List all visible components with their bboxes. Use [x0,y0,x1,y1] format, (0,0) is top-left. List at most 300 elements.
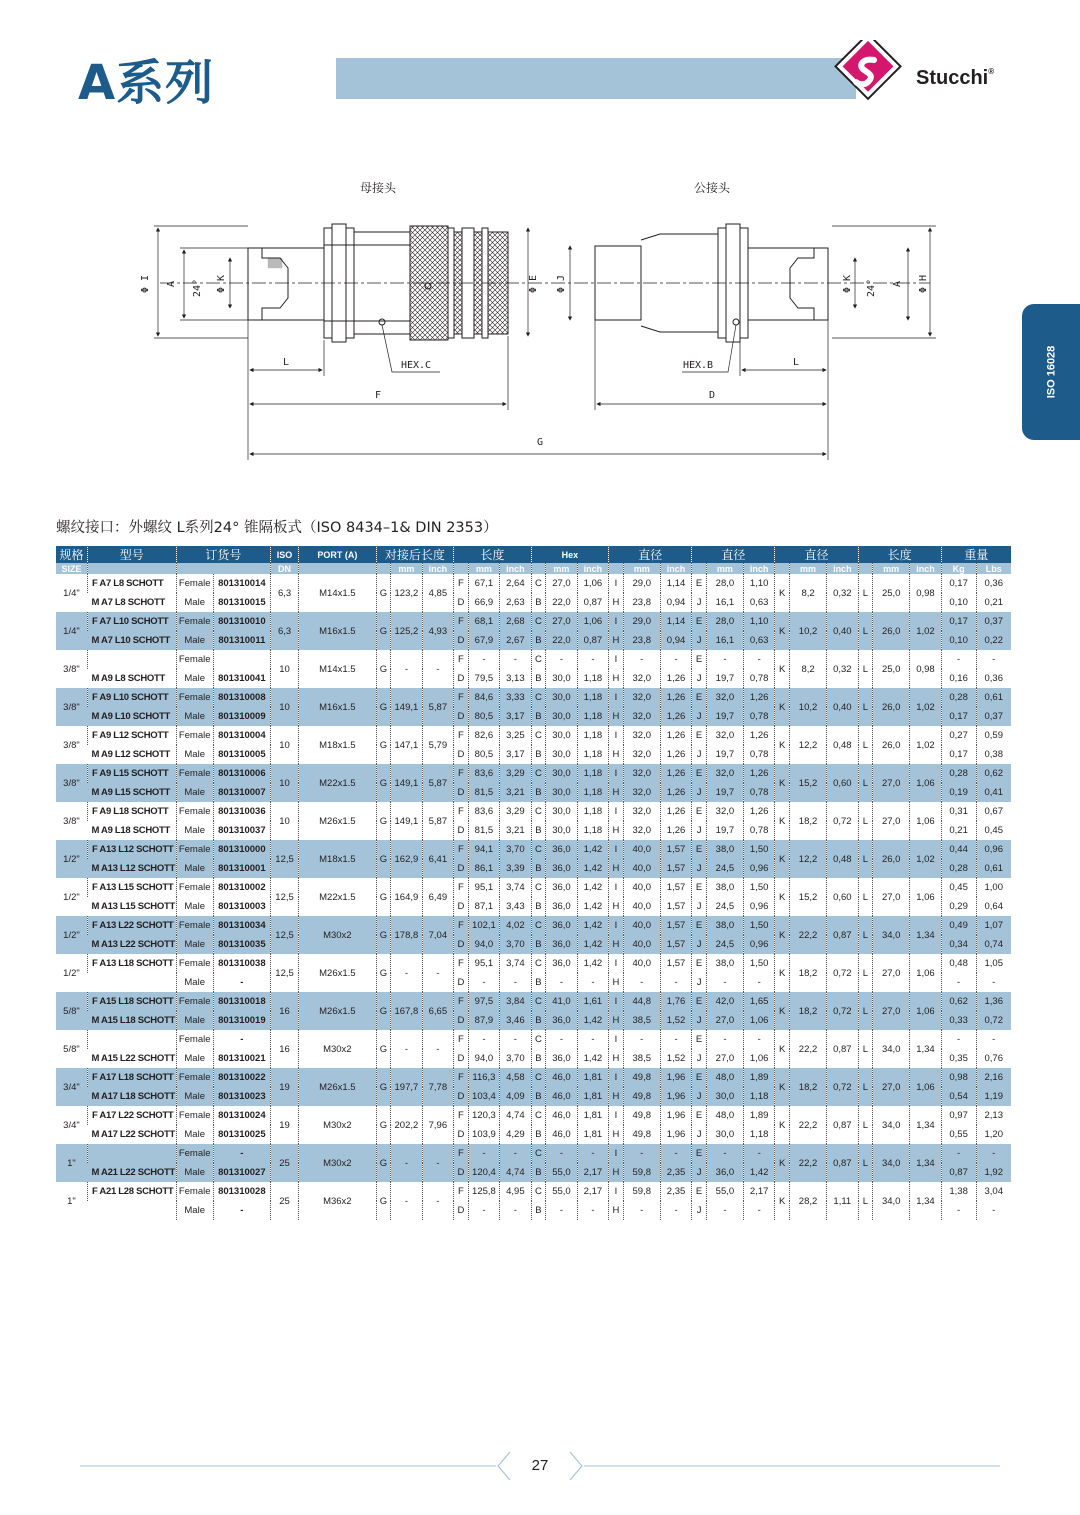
cell-d-inch: 4,09 [500,1087,531,1106]
cell-female-model: F A13 L15 SCHOTT [87,878,176,897]
cell-l-mm: 26,0 [873,840,910,878]
cell-i-inch: 1,76 [660,992,691,1011]
cell-j-mm: 30,0 [706,1125,743,1144]
cell-e-mm: 38,0 [706,916,743,935]
cell-k-mm: 22,2 [790,916,827,954]
cell-j-inch: 0,78 [743,783,774,802]
cell-l-inch: 1,02 [910,840,941,878]
cell-female-code: 801310008 [213,688,270,707]
cell-j-mm: 19,7 [706,821,743,840]
cell-i-mm: 44,8 [623,992,660,1011]
cell-female-model: F A21 L28 SCHOTT [87,1182,176,1201]
cell-letter: B [531,631,546,650]
cell-h-inch: 1,52 [660,1049,691,1068]
cell-d-inch: 3,70 [500,935,531,954]
cell-gender: Female [176,992,213,1011]
th2-f-inch: inch [500,563,531,574]
cell-letter: E [692,878,707,897]
cell-male-kg: 0,16 [941,669,976,688]
cell-letter: D [454,1049,469,1068]
cell-k-inch: 0,48 [827,726,858,764]
cell-dn: 6,3 [271,574,299,612]
cell-letter: G [376,1144,391,1182]
cell-letter: K [775,992,790,1030]
cell-female-lbs: - [976,650,1011,669]
cell-letter: I [609,916,624,935]
cell-d-mm: - [468,973,499,992]
cell-i-mm: - [623,650,660,669]
cell-h-inch: - [660,973,691,992]
cell-c-mm: 30,0 [546,688,577,707]
cell-letter: F [454,802,469,821]
cell-e-inch: 1,26 [743,802,774,821]
cell-size: 1/2" [63,891,80,903]
cell-dn: 12,5 [271,954,299,992]
cell-letter: B [531,897,546,916]
cell-h-inch: 1,57 [660,935,691,954]
cell-c-inch: 2,17 [577,1182,608,1201]
cell-h-mm: 40,0 [623,859,660,878]
cell-letter: F [454,840,469,859]
th-diameter-3: 直径 [775,546,858,563]
cell-f-mm: 67,1 [468,574,499,593]
cell-h-mm: 32,0 [623,745,660,764]
table-row [56,840,1011,859]
cell-c-inch: - [577,1030,608,1049]
cell-e-inch: 1,50 [743,878,774,897]
cell-port: M26x1.5 [299,802,377,840]
cell-female-kg: 0,98 [941,1068,976,1087]
cell-b-inch: 1,18 [577,707,608,726]
cell-letter: K [775,1106,790,1144]
cell-female-lbs: 0,36 [976,574,1011,593]
cell-b-mm: - [546,973,577,992]
cell-g-inch: 5,87 [422,688,453,726]
table-row [56,878,1011,897]
cell-letter: F [454,1182,469,1201]
cell-i-inch: - [660,650,691,669]
cell-f-mm: 83,6 [468,764,499,783]
cell-j-inch: 1,42 [743,1163,774,1182]
cell-k-inch: 0,60 [827,878,858,916]
cell-g-inch: - [422,1144,453,1182]
cell-letter: L [858,878,873,916]
cell-l-mm: 26,0 [873,726,910,764]
table-row [56,574,1011,593]
cell-gender: Female [176,840,213,859]
cell-letter: E [692,1182,707,1201]
cell-male-code: 801310025 [213,1125,270,1144]
cell-male-code: - [213,1201,270,1220]
cell-letter: B [531,1125,546,1144]
cell-k-inch: 0,87 [827,1106,858,1144]
cell-letter: F [454,954,469,973]
cell-female-kg: 0,31 [941,802,976,821]
cell-d-mm: 103,4 [468,1087,499,1106]
table-row [56,764,1011,783]
cell-female-lbs: 1,07 [976,916,1011,935]
cell-e-inch: 1,50 [743,840,774,859]
th2-c-mm: mm [546,563,577,574]
cell-letter: I [609,1182,624,1201]
cell-b-mm: 46,0 [546,1087,577,1106]
cell-e-inch: 1,65 [743,992,774,1011]
cell-male-lbs: 0,21 [976,593,1011,612]
cell-d-inch: 2,67 [500,631,531,650]
cell-letter: G [376,802,391,840]
cell-port: M16x1.5 [299,688,377,726]
dim-l-right: L [792,357,800,368]
cell-letter: D [454,1125,469,1144]
cell-letter: C [531,916,546,935]
cell-male-kg: 0,34 [941,935,976,954]
cell-b-inch: 1,18 [577,745,608,764]
cell-f-mm: 95,1 [468,878,499,897]
cell-male-kg: - [941,973,976,992]
cell-gender: Male [176,1087,213,1106]
cell-letter: E [692,1030,707,1049]
cell-i-inch: 1,26 [660,688,691,707]
cell-dn: 12,5 [271,916,299,954]
cell-b-inch: 1,18 [577,669,608,688]
cell-h-inch: 1,96 [660,1087,691,1106]
cell-letter: I [609,688,624,707]
cell-male-model: M A15 L18 SCHOTT [87,1011,176,1030]
cell-g-mm: - [391,1182,422,1220]
cell-g-inch: 4,93 [422,612,453,650]
cell-f-inch: - [500,1030,531,1049]
cell-male-lbs: 0,38 [976,745,1011,764]
cell-l-inch: 1,02 [910,612,941,650]
cell-d-inch: 3,70 [500,1049,531,1068]
table-row [56,688,1011,707]
cell-letter: B [531,1087,546,1106]
cell-b-mm: 30,0 [546,707,577,726]
cell-dn: 6,3 [271,612,299,650]
cell-letter: E [692,1144,707,1163]
cell-i-mm: 40,0 [623,954,660,973]
cell-dn: 10 [271,650,299,688]
cell-j-inch: 1,18 [743,1125,774,1144]
th2-k-inch: inch [827,563,858,574]
cell-female-lbs: - [976,1144,1011,1163]
cell-letter: D [454,1201,469,1220]
cell-k-inch: 0,72 [827,802,858,840]
cell-d-mm: 86,1 [468,859,499,878]
cell-letter: H [609,1011,624,1030]
cell-male-lbs: 1,92 [976,1163,1011,1182]
cell-female-code: 801310022 [213,1068,270,1087]
cell-d-mm: 81,5 [468,783,499,802]
cell-size: 1/2" [63,967,80,979]
cell-l-mm: 27,0 [873,992,910,1030]
cell-b-mm: 55,0 [546,1163,577,1182]
cell-port: M26x1.5 [299,992,377,1030]
cell-letter: G [376,574,391,612]
cell-letter: J [692,859,707,878]
cell-letter: E [692,840,707,859]
dim-deg-left: 24° [192,278,203,298]
cell-male-kg: 0,17 [941,707,976,726]
cell-c-mm: 46,0 [546,1068,577,1087]
page-number: 27 [531,1457,549,1474]
cell-dn: 10 [271,802,299,840]
cell-l-inch: 0,98 [910,650,941,688]
cell-female-kg: 0,62 [941,992,976,1011]
cell-letter: H [609,859,624,878]
cell-male-code: 801310003 [213,897,270,916]
cell-b-inch: 1,81 [577,1125,608,1144]
cell-female-model: F A13 L22 SCHOTT [87,916,176,935]
dim-k-left: Φ K [216,274,227,294]
cell-l-mm: 34,0 [873,1144,910,1182]
cell-k-mm: 15,2 [790,878,827,916]
table-row [56,954,1011,973]
dim-hex-c: HEX.C [400,360,432,371]
table-row [56,1068,1011,1087]
cell-letter: D [454,745,469,764]
cell-g-mm: 162,9 [391,840,422,878]
cell-dn: 25 [271,1144,299,1182]
cell-letter: F [454,916,469,935]
page-title: A系列 [78,55,215,111]
cell-d-inch: 2,63 [500,593,531,612]
cell-letter: E [692,1068,707,1087]
cell-h-mm: 38,5 [623,1049,660,1068]
cell-h-mm: 49,8 [623,1087,660,1106]
cell-letter: L [858,1182,873,1220]
cell-b-mm: 22,0 [546,593,577,612]
cell-g-mm: 149,1 [391,764,422,802]
cell-e-mm: 32,0 [706,688,743,707]
cell-e-mm: - [706,1030,743,1049]
cell-male-lbs: 0,37 [976,707,1011,726]
cell-male-model: M A7 L8 SCHOTT [91,597,166,608]
cell-l-inch: 0,98 [910,574,941,612]
cell-female-lbs: 0,96 [976,840,1011,859]
cell-d-mm: 103,9 [468,1125,499,1144]
cell-port: M30x2 [299,1030,377,1068]
cell-letter: L [858,992,873,1030]
cell-letter: G [376,878,391,916]
cell-letter: B [531,1201,546,1220]
cell-h-inch: - [660,1201,691,1220]
cell-e-inch: 1,89 [743,1106,774,1125]
cell-f-mm: - [468,1030,499,1049]
cell-gender: Female [176,1182,213,1201]
cell-female-kg: 0,48 [941,954,976,973]
cell-male-model [87,1201,176,1220]
cell-l-inch: 1,34 [910,1144,941,1182]
cell-j-inch: 0,78 [743,707,774,726]
cell-g-inch: 6,65 [422,992,453,1030]
cell-j-mm: 16,1 [706,593,743,612]
cell-i-mm: - [623,1030,660,1049]
cell-e-inch: 1,89 [743,1068,774,1087]
cell-e-mm: 28,0 [706,612,743,631]
cell-c-mm: 30,0 [546,802,577,821]
cell-letter: G [376,688,391,726]
cell-letter: F [454,650,469,669]
cell-letter: J [692,631,707,650]
cell-male-model: M A9 L10 SCHOTT [87,707,176,726]
cell-e-inch: 1,50 [743,916,774,935]
cell-letter: C [531,688,546,707]
cell-l-mm: 26,0 [873,688,910,726]
cell-letter: B [531,707,546,726]
cell-size: 1/2" [56,840,87,878]
cell-f-inch: 4,58 [500,1068,531,1087]
cell-male-kg: 0,10 [941,631,976,650]
cell-gender: Female [176,574,213,593]
cell-female-model: F A7 L8 SCHOTT [87,574,176,593]
cell-letter: D [454,1087,469,1106]
cell-female-model: F A17 L18 SCHOTT [87,1068,176,1087]
cell-letter: H [609,745,624,764]
cell-f-mm: 83,6 [468,802,499,821]
cell-b-mm: 36,0 [546,1049,577,1068]
cell-port: M22x1.5 [299,878,377,916]
cell-j-mm: - [706,1201,743,1220]
cell-b-inch: 1,42 [577,859,608,878]
cell-d-inch: 4,29 [500,1125,531,1144]
cell-female-code: 801310018 [213,992,270,1011]
cell-gender: Female [176,916,213,935]
table-row [56,612,1011,631]
dim-j: Φ J [556,274,567,294]
cell-g-mm: - [391,1144,422,1182]
cell-h-mm: 23,8 [623,631,660,650]
cell-letter: I [609,992,624,1011]
cell-i-mm: 40,0 [623,916,660,935]
cell-i-mm: 32,0 [623,802,660,821]
cell-letter: F [454,878,469,897]
cell-b-mm: 30,0 [546,783,577,802]
cell-d-mm: 87,9 [468,1011,499,1030]
cell-e-inch: 1,26 [743,764,774,783]
cell-d-mm: 87,1 [468,897,499,916]
cell-h-mm: 32,0 [623,707,660,726]
cell-letter: L [858,954,873,992]
cell-j-inch: 0,96 [743,897,774,916]
cell-i-mm: 32,0 [623,764,660,783]
cell-j-inch: - [743,973,774,992]
cell-male-model: M A17 L18 SCHOTT [87,1087,176,1106]
cell-l-inch: 1,34 [910,1030,941,1068]
cell-i-mm: 40,0 [623,878,660,897]
cell-female-lbs: 0,61 [976,688,1011,707]
dim-l-left: L [282,357,290,368]
cell-letter: G [376,1030,391,1068]
cell-k-mm: 10,2 [790,612,827,650]
cell-male-lbs: 0,64 [976,897,1011,916]
cell-female-lbs: 1,36 [976,992,1011,1011]
cell-letter: H [609,669,624,688]
cell-g-inch: 4,85 [422,574,453,612]
cell-h-mm: 59,8 [623,1163,660,1182]
th-length: 长度 [454,546,532,563]
cell-gender: Female [176,764,213,783]
cell-female-kg: 0,17 [941,612,976,631]
cell-female-code: 801310036 [213,802,270,821]
cell-male-kg: 0,28 [941,859,976,878]
cell-k-mm: 22,2 [790,1106,827,1144]
cell-h-inch: 0,94 [660,631,691,650]
cell-letter: I [609,1068,624,1087]
cell-male-model: M A13 L12 SCHOTT [87,859,176,878]
th-diameter-2: 直径 [692,546,775,563]
cell-f-inch: 3,33 [500,688,531,707]
cell-size: 1/4" [63,587,80,599]
cell-c-mm: - [546,1144,577,1163]
cell-letter: C [531,878,546,897]
cell-male-lbs: 0,45 [976,821,1011,840]
cell-letter: I [609,726,624,745]
cell-h-mm: 40,0 [623,897,660,916]
cell-letter: J [692,1125,707,1144]
cell-letter: J [692,707,707,726]
cell-male-code: 801310001 [213,859,270,878]
cell-female-lbs: 1,00 [976,878,1011,897]
cell-c-inch: 1,61 [577,992,608,1011]
cell-d-mm: - [468,1201,499,1220]
dim-deg-right: 24° [866,278,877,298]
cell-b-inch: 1,42 [577,1011,608,1030]
cell-letter: B [531,935,546,954]
cell-g-mm: 164,9 [391,878,422,916]
cell-b-inch: - [577,1201,608,1220]
cell-h-inch: 1,57 [660,897,691,916]
cell-d-mm: 67,9 [468,631,499,650]
cell-letter: F [454,1144,469,1163]
cell-f-inch: 3,84 [500,992,531,1011]
cell-male-model: M A9 L8 SCHOTT [91,673,166,684]
cell-female-lbs: - [976,1030,1011,1049]
cell-letter: K [775,916,790,954]
cell-female-kg: 0,49 [941,916,976,935]
cell-female-lbs: 0,62 [976,764,1011,783]
cell-i-inch: 1,14 [660,612,691,631]
cell-e-inch: - [743,650,774,669]
cell-e-inch: 1,26 [743,688,774,707]
th-order: 订货号 [176,546,270,563]
cell-b-inch: 0,87 [577,631,608,650]
cell-k-mm: 18,2 [790,992,827,1030]
cell-g-inch: 7,78 [422,1068,453,1106]
cell-letter: J [692,1011,707,1030]
cell-i-inch: 1,26 [660,726,691,745]
cell-f-mm: 95,1 [468,954,499,973]
cell-letter: K [775,650,790,688]
cell-letter: J [692,1201,707,1220]
cell-c-mm: 27,0 [546,612,577,631]
cell-g-mm: 125,2 [391,612,422,650]
cell-port: M18x1.5 [299,840,377,878]
cell-gender: Male [176,821,213,840]
cell-letter: K [775,878,790,916]
cell-letter: F [454,574,469,593]
cell-male-code: 801310007 [213,783,270,802]
cell-female-code: 801310010 [213,612,270,631]
cell-letter: E [692,1106,707,1125]
cell-letter: J [692,1087,707,1106]
cell-male-code: 801310019 [213,1011,270,1030]
cell-letter: K [775,1030,790,1068]
cell-f-mm: 116,3 [468,1068,499,1087]
cell-i-inch: 1,96 [660,1068,691,1087]
th-hex: Hex [531,546,609,563]
cell-i-inch: 1,57 [660,878,691,897]
